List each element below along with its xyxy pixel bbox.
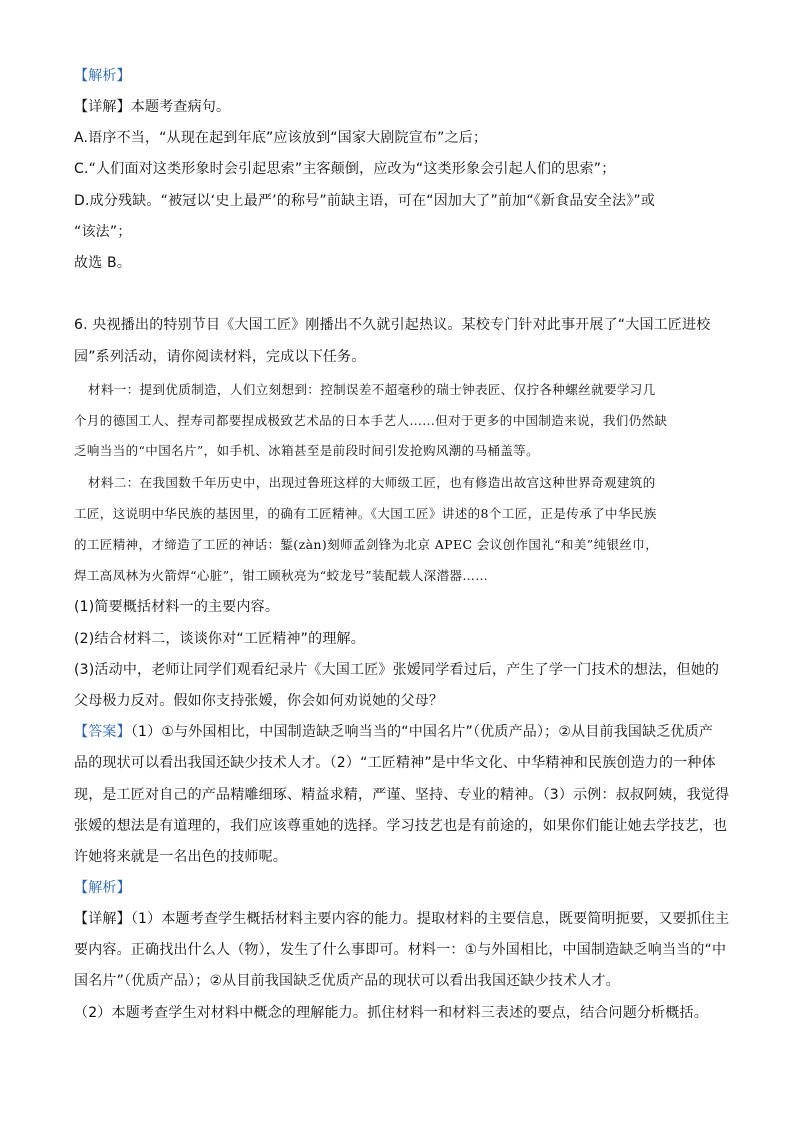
answer-line2: 品的现状可以看出我国还缺少技术人才。（2）“工匠精神”是中华文化、中华精神和民族创造力的一种体 [74,755,716,771]
analysis-heading-2: 【解析】 [74,880,131,896]
analysis-text: （1）本题考查学生概括材料主要内容的能力。提取材料的主要信息，既要简明扼要，又要抓住主 [130,911,730,927]
option-a-line: A.语序不当，“从现在起到年底”应该放到“国家大剧院宣布”之后； [74,130,488,146]
answer-label: 【答案】 [74,724,131,740]
answer-line5: 许她将来就是一名出色的技师呢。 [74,849,287,865]
material-2-line3: 的工匠精神，才缔造了工匠的神话：錾(zàn)刻师孟剑锋为北京 APEC 会议创作国礼“和美”纯银丝巾， [74,537,659,552]
answer-line4: 张嫒的想法是有道理的，我们应该尊重她的选择。学习技艺也是有前途的，如果你们能让她去学技艺，也 [74,818,728,834]
analysis-line1 [74,909,729,929]
answer-line1 [74,722,713,742]
task-2: (2)结合材料二，谈谈你对“工匠精神”的理解。 [74,631,365,647]
question-6-line2: 园”系列活动，请你阅读材料，完成以下任务。 [74,349,366,365]
analysis-line3: 国名片”（优质产品）；②从目前我国缺乏优质产品的现状可以看出我国还缺少技术人才。 [74,973,620,989]
task-1: (1)简要概括材料一的主要内容。 [74,599,280,615]
material-2-line1: 材料二：在我国数千年历史中，出现过鲁班这样的大师级工匠，也有修造出故宫这种世界奇观建筑的 [88,475,656,490]
analysis-heading: 【解析】 [74,68,131,84]
answer-text: （1）①与外国相比，中国制造缺乏响当当的“中国名片”（优质产品）；②从目前我国缺乏优质产 [130,724,714,740]
analysis-line2: 要内容。正确找出什么人（物），发生了什么事即可。材料一：①与外国相比，中国制造缺乏响当当的“中 [74,942,727,958]
detail-line [74,97,230,117]
material-2-line4: 焊工高凤林为火箭焊“心脏”，钳工顾秋亮为“蛟龙号”装配载人深潜器…… [74,568,489,583]
option-d-line: D.成分残缺。“被冠以‘史上最严’的称号”前缺主语，可在“因加大了”前加“《新食品安全法》”或 [74,193,656,209]
option-c-line: C.“人们面对这类形象时会引起思索”主客颠倒，应改为“这类形象会引起人们的思索”； [74,161,616,177]
material-1-line2: 个月的德国工人、捏寿司都要捏成极致艺术品的日本手艺人……但对于更多的中国制造来说，我们仍然缺 [74,413,668,428]
answer-line3: 现，是工匠对自己的产品精雕细琢、精益求精，严谨、坚持、专业的精神。（3）示例：叔叔阿姨，我觉得 [74,787,730,803]
option-d-line-cont: “该法”； [74,224,132,240]
task-3-line1: (3)活动中，老师让同学们观看纪录片《大国工匠》张嫒同学看过后，产生了学一门技术的想法，但她的 [74,662,720,678]
detail-label: 【详解】 [74,99,131,115]
task-3-line2: 父母极力反对。假如你支持张嫒，你会如何劝说她的父母？ [74,693,444,709]
material-1-line1: 材料一：提到优质制造，人们立刻想到：控制误差不超毫秒的瑞士钟表匠、仅拧各种螺丝就要学习几 [88,382,656,397]
question-6-line1: 6. 央视播出的特别节目《大国工匠》刚播出不久就引起热议。某校专门针对此事开展了“大国工匠进校 [74,317,711,333]
material-1-line3: 乏响当当的“中国名片”，如手机、冰箱甚至是前段时间引发抢购风潮的马桶盖等。 [74,443,540,458]
detail-label-2: 【详解】 [74,911,131,927]
detail-text: 本题考查病句。 [130,99,231,115]
material-2-line2: 工匠，这说明中华民族的基因里，的确有工匠精神。《大国工匠》讲述的8个工匠，正是传承了中华民族 [74,506,657,521]
analysis-line4: （2）本题考查学生对材料中概念的理解能力。抓住材料一和材料三表述的要点，结合问题分析概括。 [74,1005,708,1021]
choose-line: 故选 B。 [74,255,132,271]
